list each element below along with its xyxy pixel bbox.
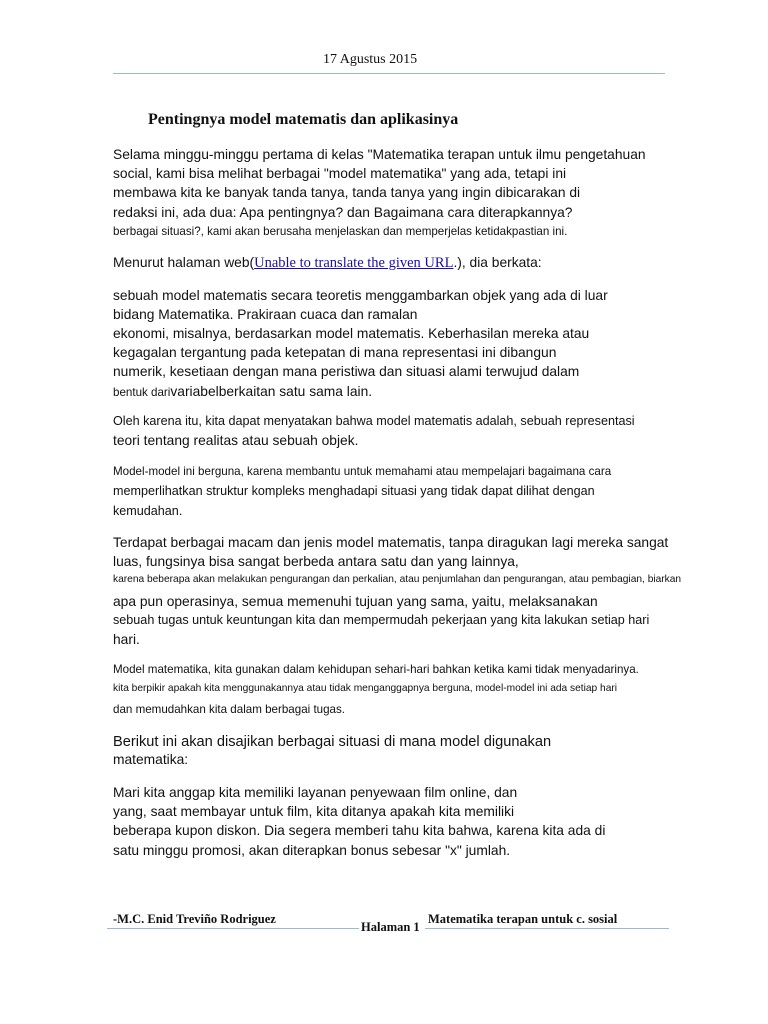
footer-course: Matematika terapan untuk c. sosial — [428, 912, 618, 926]
p5-line-1: Model-model ini berguna, karena membantu untuk memahami atau mempelajari bagaimana cara — [113, 465, 612, 478]
p2-line — [113, 255, 542, 272]
footer-rule-left — [107, 928, 359, 929]
p2-text-before: Menurut halaman web( — [113, 255, 255, 270]
p3-line-6 — [113, 383, 372, 401]
p3-line-1: sebuah model matematis secara teoretis menggambarkan objek yang ada di luar — [113, 288, 608, 303]
p3-line-2: bidang Matematika. Prakiraan cuaca dan ramalan — [113, 307, 418, 322]
footer-rule-right — [425, 928, 669, 929]
p3-line-6-small: bentuk dari — [113, 386, 171, 399]
p9-line-4: satu minggu promosi, akan diterapkan bonus sebesar "x" jumlah. — [113, 843, 511, 858]
untranslated-url-link[interactable]: Unable to translate the given URL — [254, 255, 454, 271]
p1-line-1: Selama minggu-minggu pertama di kelas "Matematika terapan untuk ilmu pengetahuan — [113, 147, 646, 162]
p4-line-2: teori tentang realitas atau sebuah objek. — [113, 433, 359, 448]
p4-line-1: Oleh karena itu, kita dapat menyatakan bahwa model matematis adalah, sebuah representasi — [113, 414, 635, 428]
p7-line-2: kita berpikir apakah kita menggunakannya atau tidak menganggapnya berguna, model-model ini ada setiap hari — [113, 683, 618, 694]
document-title: Pentingnya model matematis dan aplikasinya — [148, 111, 459, 128]
p6-line-5: sebuah tugas untuk keuntungan kita dan mempermudah pekerjaan yang kita lakukan setiap hari — [113, 613, 650, 627]
p6-line-3: karena beberapa akan melakukan pengurangan dan perkalian, atau penjumlahan dan pengurangan, atau pembagian, biarkan — [113, 574, 682, 585]
p1-line-5: berbagai situasi?, kami akan berusaha menjelaskan dan memperjelas ketidakpastian ini. — [113, 225, 568, 238]
p6-line-4: apa pun operasinya, semua memenuhi tujuan yang sama, yaitu, melaksanakan — [113, 594, 598, 609]
p5-line-3: kemudahan. — [113, 504, 183, 518]
header-rule — [113, 73, 665, 74]
p3-line-5: numerik, kesetiaan dengan mana peristiwa dan situasi alami terwujud dalam — [113, 364, 580, 379]
p7-line-1: Model matematika, kita gunakan dalam kehidupan sehari-hari bahkan ketika kami tidak menyadarinya. — [113, 663, 639, 676]
p8-line-1: Berikut ini akan disajikan berbagai situasi di mana model digunakan — [113, 734, 552, 750]
p7-line-3: dan memudahkan kita dalam berbagai tugas. — [113, 703, 346, 716]
p3-line-4: kegagalan tergantung pada ketepatan di mana representasi ini dibangun — [113, 345, 557, 360]
p6-line-6: hari. — [113, 632, 140, 647]
p5-line-2: memperlihatkan struktur kompleks menghadapi situasi yang tidak dapat dilihat dengan — [113, 484, 595, 498]
p9-line-1: Mari kita anggap kita memiliki layanan penyewaan film online, dan — [113, 785, 518, 800]
p3-line-3: ekonomi, misalnya, berdasarkan model matematis. Keberhasilan mereka atau — [113, 326, 590, 341]
p1-line-3: membawa kita ke banyak tanda tanya, tanda tanya yang ingin dibicarakan di — [113, 185, 581, 200]
p9-line-3: beberapa kupon diskon. Dia segera memberi tahu kita bahwa, karena kita ada di — [113, 823, 606, 838]
footer-author: -M.C. Enid Treviño Rodriguez — [113, 912, 276, 926]
header-date: 17 Agustus 2015 — [323, 52, 418, 67]
p2-text-after: .), dia berkata: — [453, 255, 542, 270]
footer-page-number: Halaman 1 — [361, 920, 420, 934]
p6-line-1: Terdapat berbagai macam dan jenis model matematis, tanpa diragukan lagi mereka sangat — [113, 535, 669, 550]
p9-line-2: yang, saat membayar untuk film, kita ditanya apakah kita memiliki — [113, 804, 515, 819]
p1-line-4: redaksi ini, ada dua: Apa pentingnya? dan Bagaimana cara diterapkannya? — [113, 205, 573, 220]
p1-line-2: social, kami bisa melihat berbagai "model matematika" yang ada, tetapi ini — [113, 166, 567, 181]
p6-line-2: luas, fungsinya bisa sangat berbeda antara satu dan yang lainnya, — [113, 554, 519, 569]
p8-line-2: matematika: — [113, 752, 189, 767]
p3-line-6-large: variabelberkaitan satu sama lain. — [170, 384, 373, 399]
